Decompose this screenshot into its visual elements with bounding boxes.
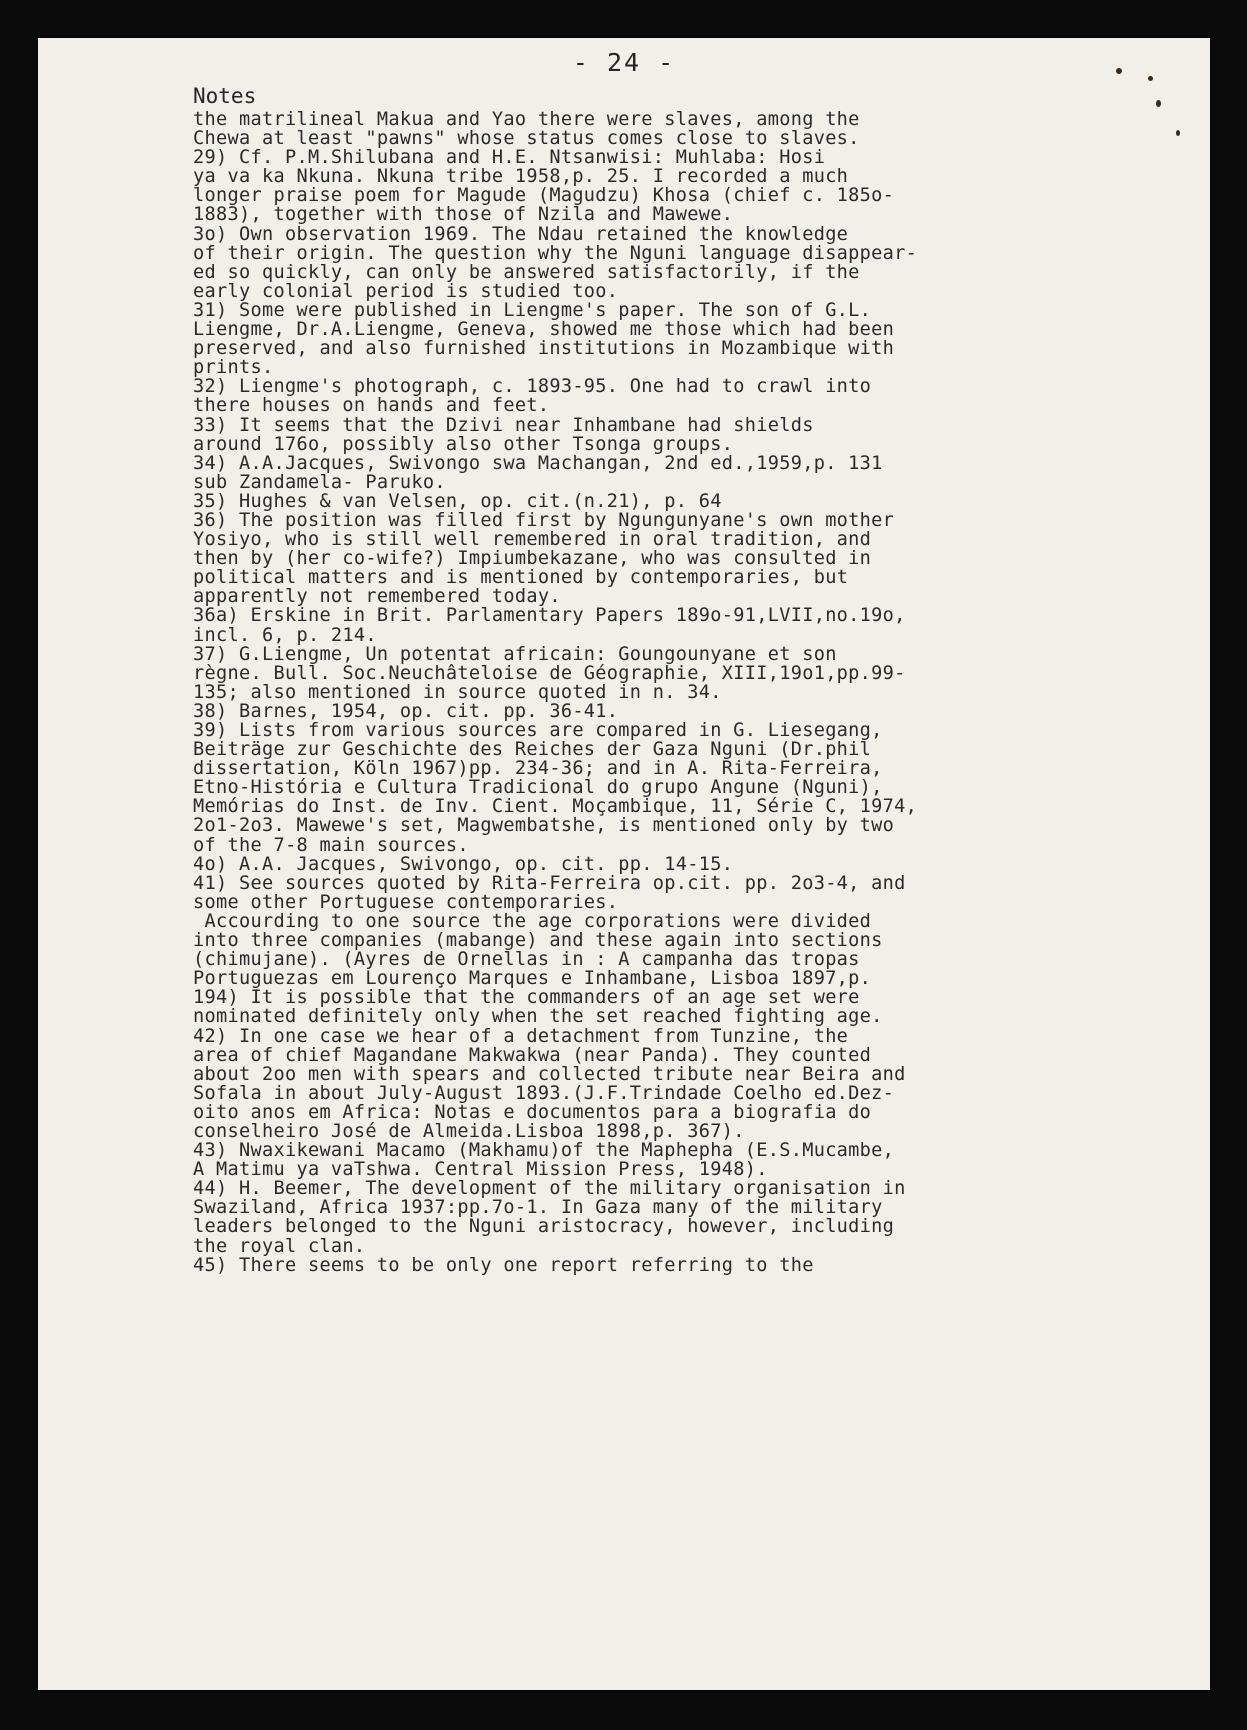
text-line: Swaziland, Africa 1937:pp.7o-1. In Gaza many of the military <box>193 1197 883 1219</box>
text-line: 1883), together with those of Nzila and Mawewe. <box>193 204 734 226</box>
text-line: into three companies (mabange) and these again into sections <box>193 930 883 952</box>
ink-speck <box>1116 68 1122 74</box>
text-line: area of chief Magandane Makwakwa (near Panda). They counted <box>193 1044 872 1066</box>
text-line: 32) Liengme's photograph, c. 1893-95. One had to crawl into <box>193 376 872 398</box>
text-line: incl. 6, p. 214. <box>193 624 377 646</box>
text-line: Accourding to one source the age corporations were divided <box>193 910 872 932</box>
ink-speck <box>1148 76 1153 81</box>
text-line: ya va ka Nkuna. Nkuna tribe 1958,p. 25. I recorded a much <box>193 166 849 188</box>
text-line: there houses on hands and feet. <box>193 395 550 417</box>
text-line: of their origin. The question why the Nguni language disappear- <box>193 242 918 264</box>
text-line: some other Portuguese contemporaries. <box>193 891 619 913</box>
page-number: - 24 - <box>572 48 676 77</box>
text-line: Etno-História e Cultura Tradicional do grupo Angune (Nguni), <box>193 777 883 799</box>
text-line: Chewa at least "pawns" whose status comes close to slaves. <box>193 128 860 150</box>
text-line: 3o) Own observation 1969. The Ndau retained the knowledge <box>193 223 849 245</box>
text-line: conselheiro José de Almeida.Lisboa 1898,p. 367). <box>193 1120 745 1142</box>
text-line: (chimujane). (Ayres de Ornellas in : A campanha das tropas <box>193 949 860 971</box>
text-line: then by (her co-wife?) Impiumbekazane, who was consulted in <box>193 548 872 570</box>
text-line: règne. Bull. Soc.Neuchâteloise de Géographie, XIII,19o1,pp.99- <box>193 662 906 684</box>
text-line: A Matimu ya vaTshwa. Central Mission Press, 1948). <box>193 1159 768 1181</box>
text-line: 39) Lists from various sources are compared in G. Liesegang, <box>193 720 883 741</box>
text-line: 4o) A.A. Jacques, Swivongo, op. cit. pp. 14-15. <box>193 853 734 875</box>
text-line: the royal clan. <box>193 1235 366 1257</box>
text-line: 42) In one case we hear of a detachment from Tunzine, the <box>193 1025 849 1047</box>
text-line: of the 7-8 main sources. <box>193 834 469 856</box>
text-line: 135; also mentioned in source quoted in n. 34. <box>193 681 722 703</box>
text-line: 44) H. Beemer, The development of the military organisation in <box>193 1178 906 1200</box>
text-line: 29) Cf. P.M.Shilubana and H.E. Ntsanwisi: Muhlaba: Hosi <box>193 147 826 169</box>
text-line: prints. <box>193 357 274 379</box>
text-line: Yosiyo, who is still well remembered in oral tradition, and <box>193 529 872 551</box>
text-line: around 176o, possibly also other Tsonga groups. <box>193 433 734 455</box>
text-line: Beiträge zur Geschichte des Reiches der Gaza Nguni (Dr.phil <box>193 739 872 761</box>
text-line: early colonial period is studied too. <box>193 280 619 302</box>
text-line: Portuguezas em Lourenço Marques e Inhambane, Lisboa 1897,p. <box>193 968 872 990</box>
text-line: apparently not remembered today. <box>193 586 561 608</box>
text-line: Memórias do Inst. de Inv. Cient. Moçambique, 11, Série C, 1974, <box>193 796 918 818</box>
text-line: 34) A.A.Jacques, Swivongo swa Machangan, 2nd ed.,1959,p. 131 <box>193 452 883 474</box>
text-line: political matters and is mentioned by contemporaries, but <box>193 567 849 589</box>
text-line: 31) Some were published in Liengme's paper. The son of G.L. <box>193 299 872 321</box>
text-line: nominated definitely only when the set reached fighting age. <box>193 1006 883 1028</box>
text-line: sub Zandamela- Paruko. <box>193 471 446 493</box>
text-line: 36) The position was filled first by Ngungunyane's own mother <box>193 509 895 531</box>
text-line: longer praise poem for Magude (Magudzu) Khosa (chief c. 185o- <box>193 185 895 207</box>
text-line: 37) G.Liengme, Un potentat africain: Goungounyane et son <box>193 643 837 665</box>
text-line: Liengme, Dr.A.Liengme, Geneva, showed me those which had been <box>193 319 895 341</box>
text-line: 43) Nwaxikewani Macamo (Makhamu)of the Maphepha (E.S.Mucambe, <box>193 1140 895 1162</box>
text-line: oito anos em Africa: Notas e documentos para a biografia do <box>193 1101 872 1123</box>
text-line: the matrilineal Makua and Yao there were slaves, among the <box>193 109 860 130</box>
text-line: 33) It seems that the Dzivi near Inhambane had shields <box>193 414 814 436</box>
notes-heading: Notes <box>193 84 257 108</box>
text-line: Sofala in about July-August 1893.(J.F.Trindade Coelho ed.Dez- <box>193 1082 895 1104</box>
text-line: 35) Hughes & van Velsen, op. cit.(n.21), p. 64 <box>193 490 722 512</box>
text-line: ed so quickly, can only be answered satisfactorily, if the <box>193 261 860 283</box>
text-line: dissertation, Köln 1967)pp. 234-36; and in A. Rita-Ferreira, <box>193 758 883 780</box>
text-line: 2o1-2o3. Mawewe's set, Magwembatshe, is mentioned only by two <box>193 815 895 837</box>
text-line: 45) There seems to be only one report referring to the <box>193 1254 814 1276</box>
ink-speck <box>1176 130 1180 136</box>
document-page <box>38 38 1210 1690</box>
text-line: preserved, and also furnished institutions in Mozambique with <box>193 338 895 360</box>
text-line: 41) See sources quoted by Rita-Ferreira op.cit. pp. 2o3-4, and <box>193 872 906 894</box>
text-line: leaders belonged to the Nguni aristocracy, however, including <box>193 1216 895 1238</box>
text-line: 36a) Erskine in Brit. Parlamentary Papers 189o-91,LVII,no.19o, <box>193 605 906 627</box>
text-line: about 2oo men with spears and collected tribute near Beira and <box>193 1063 906 1085</box>
notes-text <box>193 110 1178 1275</box>
text-line: 38) Barnes, 1954, op. cit. pp. 36-41. <box>193 700 619 722</box>
text-line: 194) It is possible that the commanders of an age set were <box>193 987 860 1009</box>
ink-speck <box>1156 100 1161 107</box>
